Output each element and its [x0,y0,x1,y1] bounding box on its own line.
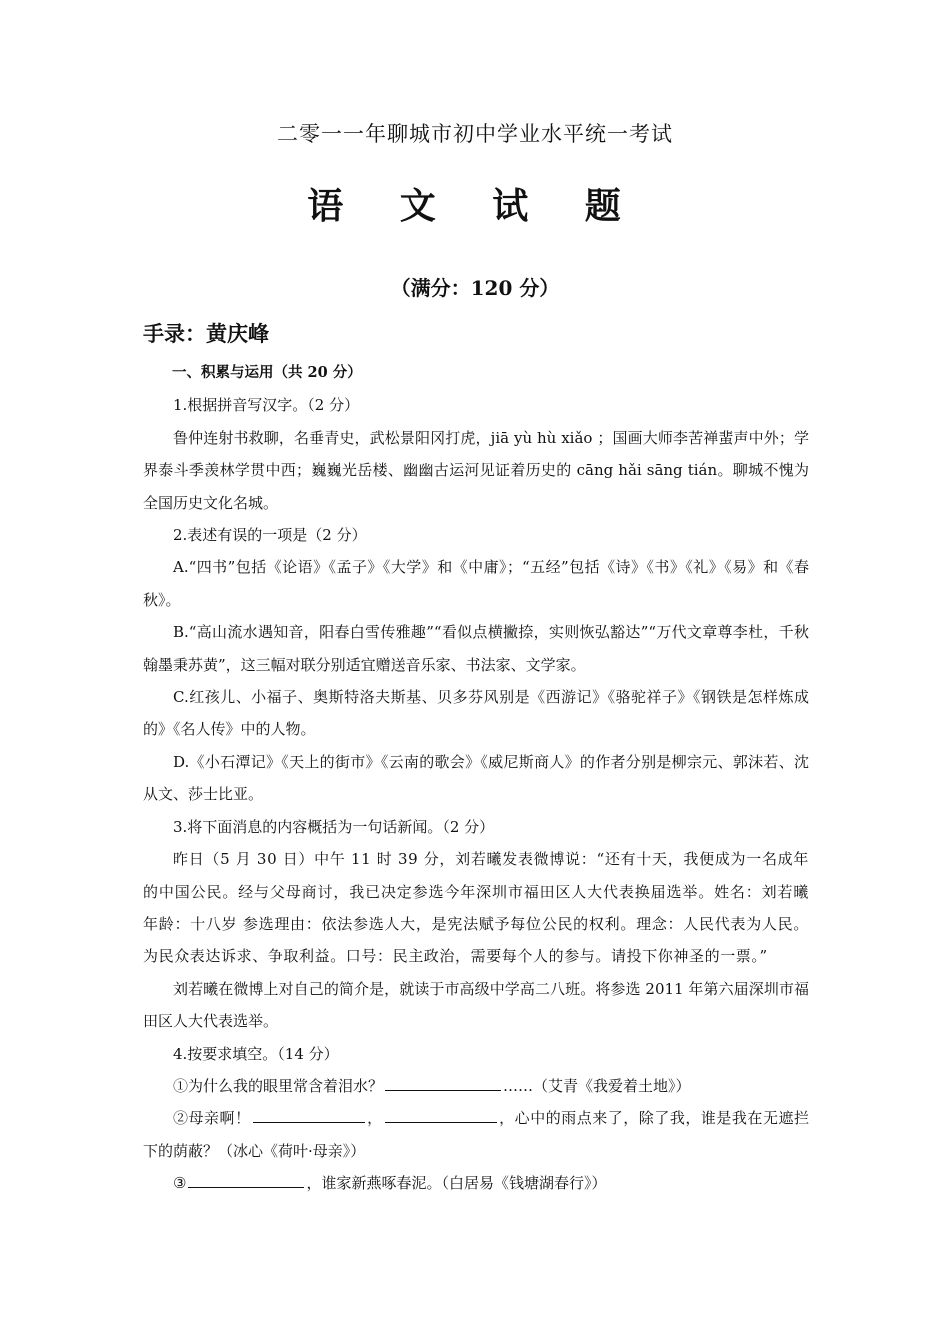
item-3-prefix: ③ [173,1174,187,1193]
question-2-option-b: B.“高山流水遇知音，阳春白雪传雅趣”“看似点横撇捺，实则恢弘豁达”“万代文章尊李杜，千秋翰墨秉苏黄”，这三幅对联分别适宜赠送音乐家、书法家、文学家。 [143,623,809,674]
fill-blank-4[interactable] [188,1170,304,1188]
question-2-option-c: C.红孩儿、小福子、奥斯特洛夫斯基、贝多芬风别是《西游记》《骆驼祥子》《钢铁是怎样炼成的》《名人传》中的人物。 [143,688,809,739]
question-3-news-paragraph: 昨日（5 月 30 日）中午 11 时 39 分，刘若曦发表微博说：“还有十天，我便成为一名成年的中国公民。经与父母商讨，我已决定参选今年深圳市福田区人大代表换届选举。姓名：刘若曦 年龄：十八岁 参选理由：依法参选人大，是宪法赋予每位公民的权利。理念：人民代表为人民。为民众表达诉求、争取利益。口号：民主政治，需要每个人的参与。请投下你神圣的一票。” [143,850,809,966]
item-2-prefix: ②母亲啊！ [173,1109,251,1128]
question-4-item-3 [143,1167,809,1199]
section-heading: 一、积累与运用（共 20 分） [172,364,362,381]
fill-blank-3[interactable] [385,1105,497,1123]
question-2-stem: 2.表述有误的一项是（2 分） [173,526,367,545]
score-line: （满分：120 分） [390,276,560,300]
item-2-separator: ， [366,1109,383,1128]
question-1-passage: 鲁仲连射书救聊，名垂青史，武松景阳冈打虎，jiā yù hù xiǎo ；国画大师李苦禅蜚声中外；学界泰斗季羡林学贯中西；巍巍光岳楼、幽幽古运河见证着历史的 cāng hǎi sāng tián。聊城不愧为全国历史文化名城。 [143,428,809,512]
transcriber-line: 手录：黄庆峰 [143,321,269,346]
fill-blank-2[interactable] [253,1105,365,1123]
item-1-suffix: ……（艾青《我爱着土地》） [503,1076,691,1095]
fill-blank-1[interactable] [385,1073,501,1091]
item-2-suffix: ，心中的雨点来了，除了我，谁是我在无遮拦下的荫蔽？（冰心《荷叶·母亲》） [143,1109,809,1160]
item-3-suffix: ，谁家新燕啄春泥。（白居易《钱塘湖春行》） [306,1174,607,1193]
question-4-item-2 [143,1102,809,1167]
exam-body [143,357,809,1200]
question-3-profile-paragraph: 刘若曦在微博上对自己的简介是，就读于市高级中学高二八班。将参选 2011 年第六届深圳市福田区人大代表选举。 [143,979,809,1031]
question-4-stem: 4.按要求填空。（14 分） [173,1044,339,1063]
item-1-prefix: ①为什么我的眼里常含着泪水？ [173,1076,384,1095]
question-3-stem: 3.将下面消息的内容概括为一句话新闻。（2 分） [173,817,495,836]
question-4-item-1 [143,1070,809,1102]
exam-title: 二零一一年聊城市初中学业水平统一考试 [277,122,673,146]
question-2-option-a: A.“四书”包括《论语》《孟子》《大学》和《中庸》；“五经”包括《诗》《书》《礼》《易》和《春秋》。 [143,558,809,609]
question-2-option-d: D.《小石潭记》《天上的街市》《云南的歌会》《威尼斯商人》的作者分别是柳宗元、郭沫若、沈从文、莎士比亚。 [143,752,809,804]
main-title: 语 文 试 题 [307,185,643,227]
question-1-stem: 1.根据拼音写汉字。（2 分） [173,396,360,415]
